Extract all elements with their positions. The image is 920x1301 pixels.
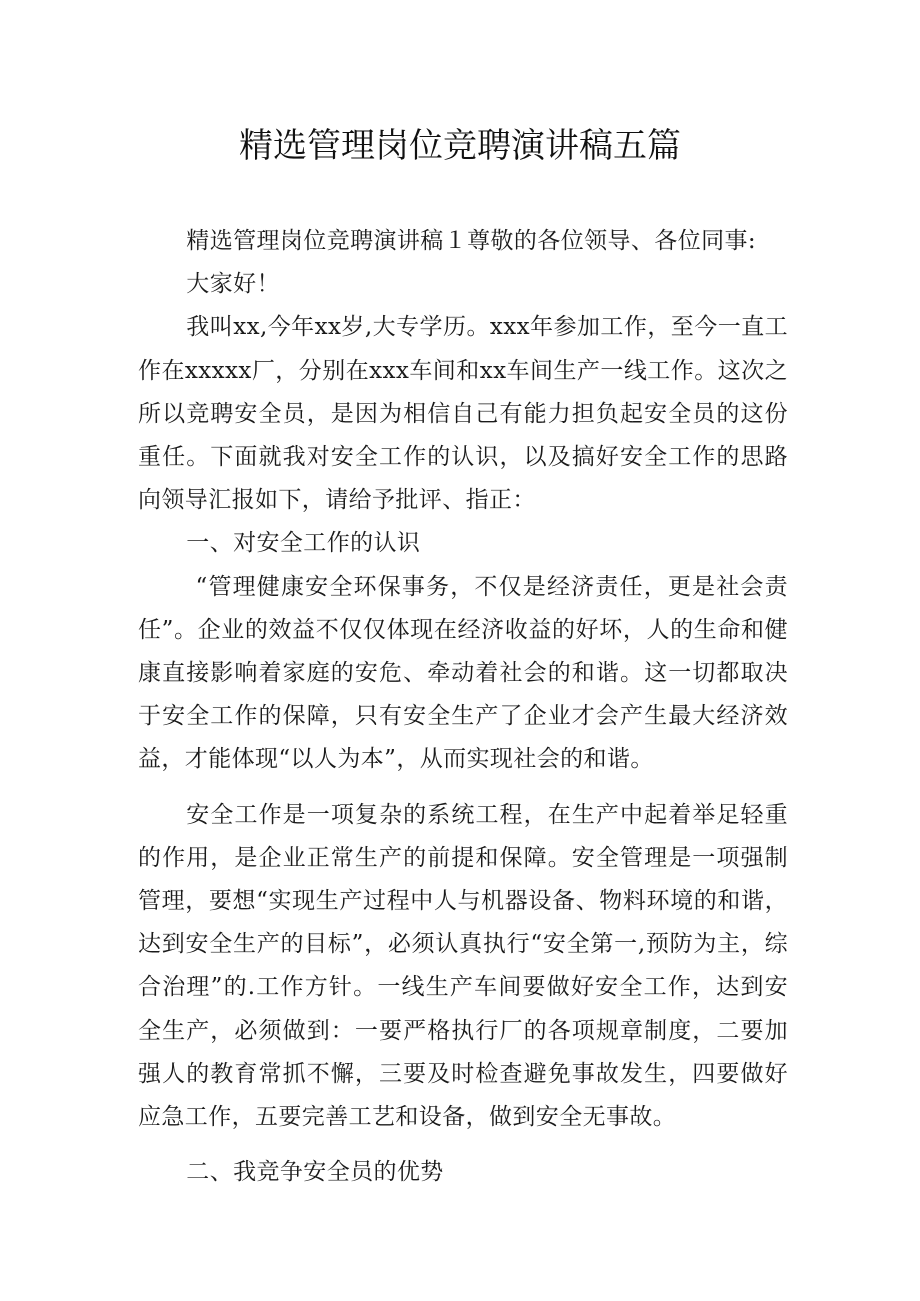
document-body [138, 220, 788, 1194]
paragraph-introduction: 我叫xx,今年xx岁,大专学历。xxx年参加工作，至今一直工作在xxxxx厂，分别在xxx车间和xx车间生产一线工作。这次之所以竞聘安全员，是因为相信自己有能力担负起安全员的这份重任。下面就我对安全工作的认识，以及搞好安全工作的思路向领导汇报如下，请给予批评、指正： [138, 314, 788, 514]
document-title: 精选管理岗位竞聘演讲稿五篇 [239, 126, 681, 166]
paragraph-safety-responsibility: “管理健康安全环保事务，不仅是经济责任，更是社会责任”。企业的效益不仅仅体现在经济收益的好坏，人的生命和健康直接影响着家庭的安危、牵动着社会的和谐。这一切都取决于安全工作的保障，只有安全生产了企业才会产生最大经济效益，才能体现“以人为本”，从而实现社会的和谐。 [138, 573, 788, 773]
paragraph-safety-system: 安全工作是一项复杂的系统工程，在生产中起着举足轻重的作用，是企业正常生产的前提和保障。安全管理是一项强制管理，要想“实现生产过程中人与机器设备、物料环境的和谐，达到安全生产的目标”，必须认真执行“安全第一,预防为主，综合治理”的.工作方针。一线生产车间要做好安全工作，达到安全生产，必须做到：一要严格执行厂的各项规章制度，二要加强人的教育常抓不懈，三要及时检查避免事故发生，四要做好应急工作，五要完善工艺和设备，做到安全无事故。 [138, 801, 788, 1131]
section-heading-2: 二、我竞争安全员的优势 [186, 1159, 444, 1186]
paragraph-greeting-line: 精选管理岗位竞聘演讲稿１尊敬的各位领导、各位同事: [186, 228, 757, 254]
paragraph-hello: 大家好！ [186, 271, 280, 298]
section-heading-1: 一、对安全工作的认识 [186, 530, 421, 557]
